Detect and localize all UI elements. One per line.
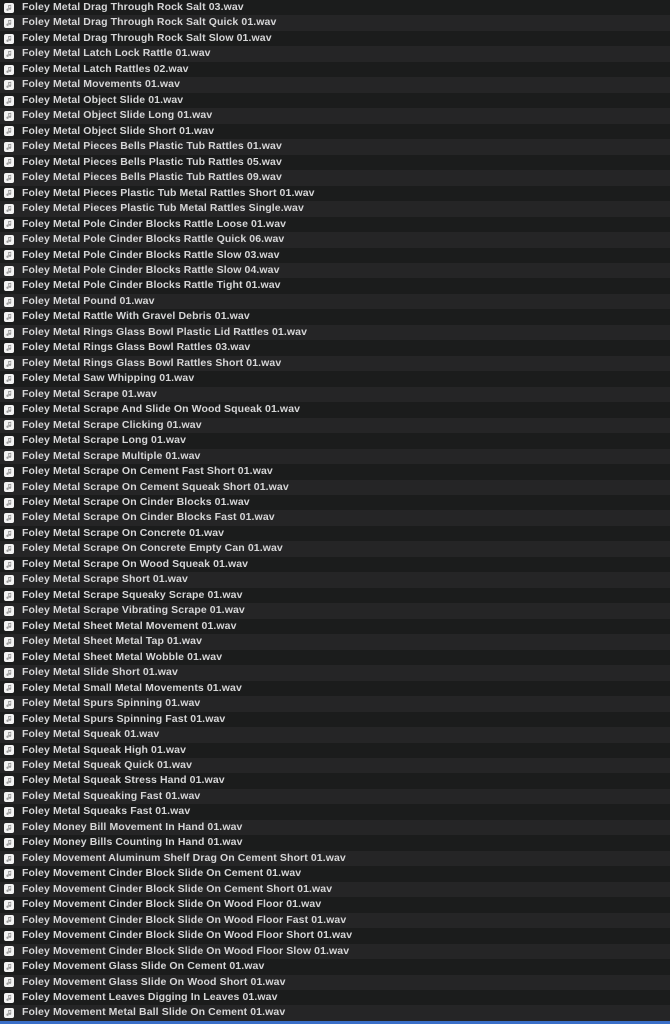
file-row[interactable]: [0, 309, 670, 324]
file-name: Foley Movement Glass Slide On Wood Short 01.wav: [22, 975, 286, 988]
file-name: Foley Metal Sheet Metal Tap 01.wav: [22, 635, 203, 648]
audio-file-icon: [4, 250, 14, 260]
file-row[interactable]: [0, 696, 670, 711]
file-name: Foley Metal Scrape 01.wav: [22, 387, 157, 400]
audio-file-icon: [4, 946, 14, 956]
audio-file-icon: [4, 652, 14, 662]
file-name: Foley Metal Scrape Squeaky Scrape 01.wav: [22, 588, 243, 601]
file-row[interactable]: [0, 603, 670, 618]
file-row[interactable]: [0, 944, 670, 959]
file-name: Foley Movement Cinder Block Slide On Cement 01.wav: [22, 867, 302, 880]
file-name: Foley Metal Scrape On Wood Squeak 01.wav: [22, 557, 249, 570]
audio-file-icon: [4, 668, 14, 678]
file-row[interactable]: [0, 93, 670, 108]
file-name: Foley Metal Spurs Spinning 01.wav: [22, 697, 201, 710]
file-row[interactable]: [0, 155, 670, 170]
file-row[interactable]: [0, 402, 670, 417]
audio-file-icon: [4, 915, 14, 925]
audio-file-icon: [4, 745, 14, 755]
audio-file-icon: [4, 838, 14, 848]
file-name: Foley Metal Pieces Bells Plastic Tub Rattles 01.wav: [22, 140, 282, 153]
audio-file-icon: [4, 343, 14, 353]
file-name: Foley Metal Object Slide Long 01.wav: [22, 109, 213, 122]
file-name: Foley Metal Object Slide 01.wav: [22, 93, 184, 106]
file-name: Foley Metal Scrape On Cinder Blocks Fast 01.wav: [22, 511, 275, 524]
file-name: Foley Movement Cinder Block Slide On Cement Short 01.wav: [22, 882, 333, 895]
file-row[interactable]: [0, 975, 670, 990]
file-row[interactable]: [0, 1005, 670, 1020]
file-row[interactable]: [0, 541, 670, 556]
audio-file-icon: [4, 993, 14, 1003]
audio-file-icon: [4, 498, 14, 508]
audio-file-icon: [4, 761, 14, 771]
file-name: Foley Metal Spurs Spinning Fast 01.wav: [22, 712, 226, 725]
file-row[interactable]: [0, 248, 670, 263]
file-row[interactable]: [0, 959, 670, 974]
file-row[interactable]: [0, 634, 670, 649]
audio-file-icon: [4, 931, 14, 941]
file-row[interactable]: [0, 882, 670, 897]
file-row[interactable]: [0, 62, 670, 77]
audio-file-icon: [4, 776, 14, 786]
audio-file-icon: [4, 714, 14, 724]
audio-file-icon: [4, 389, 14, 399]
audio-file-icon: [4, 962, 14, 972]
audio-file-icon: [4, 219, 14, 229]
file-name: Foley Metal Drag Through Rock Salt 03.wav: [22, 1, 244, 13]
audio-file-icon: [4, 513, 14, 523]
audio-file-icon: [4, 699, 14, 709]
file-name: Foley Metal Pieces Bells Plastic Tub Rattles 09.wav: [22, 171, 282, 184]
file-row[interactable]: [0, 0, 670, 15]
file-name: Foley Metal Pieces Plastic Tub Metal Rattles Short 01.wav: [22, 186, 315, 199]
file-row[interactable]: [0, 835, 670, 850]
audio-file-icon: [4, 49, 14, 59]
audio-file-icon: [4, 730, 14, 740]
audio-file-icon: [4, 297, 14, 307]
file-row[interactable]: [0, 124, 670, 139]
file-row[interactable]: [0, 572, 670, 587]
file-row[interactable]: [0, 449, 670, 464]
file-row[interactable]: [0, 681, 670, 696]
file-name: Foley Movement Cinder Block Slide On Wood Floor 01.wav: [22, 898, 322, 911]
file-row[interactable]: [0, 588, 670, 603]
audio-file-icon: [4, 436, 14, 446]
audio-file-icon: [4, 683, 14, 693]
file-name: Foley Movement Glass Slide On Cement 01.wav: [22, 960, 265, 973]
file-name: Foley Metal Rings Glass Bowl Plastic Lid Rattles 01.wav: [22, 325, 308, 338]
audio-file-icon: [4, 142, 14, 152]
file-name: Foley Metal Squeak High 01.wav: [22, 743, 187, 756]
file-name: Foley Metal Slide Short 01.wav: [22, 666, 178, 679]
file-name: Foley Metal Pound 01.wav: [22, 294, 155, 307]
file-row[interactable]: [0, 727, 670, 742]
file-row[interactable]: [0, 340, 670, 355]
file-name: Foley Metal Pole Cinder Blocks Rattle Slow 03.wav: [22, 248, 280, 261]
file-row[interactable]: [0, 712, 670, 727]
file-row[interactable]: [0, 433, 670, 448]
file-row[interactable]: [0, 510, 670, 525]
file-row[interactable]: [0, 619, 670, 634]
file-name: Foley Metal Squeaking Fast 01.wav: [22, 789, 201, 802]
file-name: Foley Metal Scrape Short 01.wav: [22, 573, 188, 586]
file-row[interactable]: [0, 371, 670, 386]
file-name: Foley Metal Drag Through Rock Salt Quick 01.wav: [22, 16, 277, 29]
audio-file-icon: [4, 621, 14, 631]
file-name: Foley Metal Drag Through Rock Salt Slow 01.wav: [22, 31, 272, 44]
audio-file-icon: [4, 529, 14, 539]
file-row[interactable]: [0, 758, 670, 773]
file-name: Foley Metal Sheet Metal Wobble 01.wav: [22, 650, 223, 663]
audio-file-icon: [4, 823, 14, 833]
audio-file-icon: [4, 1008, 14, 1018]
file-name: Foley Metal Pole Cinder Blocks Rattle Slow 04.wav: [22, 263, 280, 276]
file-name: Foley Metal Scrape On Concrete Empty Can 01.wav: [22, 542, 283, 555]
file-row[interactable]: [0, 170, 670, 185]
audio-file-icon: [4, 977, 14, 987]
file-row[interactable]: [0, 820, 670, 835]
file-row[interactable]: [0, 294, 670, 309]
audio-file-icon: [4, 591, 14, 601]
file-name: Foley Metal Pole Cinder Blocks Rattle Quick 06.wav: [22, 233, 285, 246]
file-name: Foley Metal Movements 01.wav: [22, 78, 181, 91]
file-row[interactable]: [0, 557, 670, 572]
file-row[interactable]: [0, 480, 670, 495]
file-row[interactable]: [0, 913, 670, 928]
file-row[interactable]: [0, 789, 670, 804]
file-row[interactable]: [0, 928, 670, 943]
audio-file-icon: [4, 606, 14, 616]
file-row[interactable]: [0, 387, 670, 402]
audio-file-icon: [4, 575, 14, 585]
file-name: Foley Metal Rings Glass Bowl Rattles Short 01.wav: [22, 356, 282, 369]
file-row[interactable]: [0, 15, 670, 30]
audio-file-icon: [4, 281, 14, 291]
file-row[interactable]: [0, 139, 670, 154]
file-name: Foley Money Bill Movement In Hand 01.wav: [22, 820, 243, 833]
audio-file-icon: [4, 204, 14, 214]
audio-file-icon: [4, 420, 14, 430]
file-name: Foley Metal Small Metal Movements 01.wav: [22, 681, 242, 694]
audio-file-icon: [4, 405, 14, 415]
file-name: Foley Metal Pieces Bells Plastic Tub Rattles 05.wav: [22, 155, 282, 168]
file-row[interactable]: [0, 464, 670, 479]
file-name: Foley Metal Saw Whipping 01.wav: [22, 372, 195, 385]
file-name: Foley Metal Squeak Quick 01.wav: [22, 758, 193, 771]
file-row[interactable]: [0, 186, 670, 201]
file-row[interactable]: [0, 201, 670, 216]
audio-file-icon: [4, 637, 14, 647]
file-name: Foley Movement Cinder Block Slide On Wood Floor Short 01.wav: [22, 929, 353, 942]
file-name: Foley Movement Cinder Block Slide On Wood Floor Fast 01.wav: [22, 913, 347, 926]
file-row[interactable]: [0, 217, 670, 232]
audio-file-icon: [4, 173, 14, 183]
file-row[interactable]: [0, 526, 670, 541]
file-name: Foley Movement Aluminum Shelf Drag On Cement Short 01.wav: [22, 851, 346, 864]
audio-file-icon: [4, 807, 14, 817]
file-name: Foley Movement Cinder Block Slide On Wood Floor Slow 01.wav: [22, 944, 350, 957]
file-name: Foley Metal Scrape Multiple 01.wav: [22, 449, 201, 462]
file-row[interactable]: [0, 804, 670, 819]
file-name: Foley Metal Latch Rattles 02.wav: [22, 62, 189, 75]
file-row[interactable]: [0, 650, 670, 665]
audio-file-icon: [4, 544, 14, 554]
file-row[interactable]: [0, 263, 670, 278]
audio-file-icon: [4, 854, 14, 864]
file-row[interactable]: [0, 356, 670, 371]
file-name: Foley Metal Scrape Clicking 01.wav: [22, 418, 202, 431]
file-row[interactable]: [0, 743, 670, 758]
audio-file-icon: [4, 111, 14, 121]
file-name: Foley Metal Scrape On Cement Squeak Short 01.wav: [22, 480, 289, 493]
audio-file-icon: [4, 188, 14, 198]
file-name: Foley Metal Scrape On Cement Fast Short 01.wav: [22, 465, 273, 478]
file-name: Foley Metal Scrape On Concrete 01.wav: [22, 526, 225, 539]
file-name: Foley Metal Scrape On Cinder Blocks 01.wav: [22, 496, 250, 508]
audio-file-icon: [4, 467, 14, 477]
audio-file-icon: [4, 34, 14, 44]
audio-file-icon: [4, 451, 14, 461]
audio-file-icon: [4, 328, 14, 338]
file-row[interactable]: [0, 232, 670, 247]
file-row[interactable]: [0, 46, 670, 61]
audio-file-icon: [4, 884, 14, 894]
file-name: Foley Metal Pole Cinder Blocks Rattle Loose 01.wav: [22, 217, 287, 230]
file-name: Foley Movement Leaves Digging In Leaves 01.wav: [22, 991, 278, 1003]
file-name: Foley Movement Metal Ball Slide On Cement 01.wav: [22, 1006, 286, 1019]
audio-file-icon: [4, 792, 14, 802]
file-name: Foley Metal Scrape Long 01.wav: [22, 434, 187, 447]
file-name: Foley Metal Sheet Metal Movement 01.wav: [22, 619, 237, 632]
file-row[interactable]: [0, 851, 670, 866]
file-row[interactable]: [0, 495, 670, 510]
audio-file-icon: [4, 235, 14, 245]
audio-file-icon: [4, 3, 14, 13]
file-name: Foley Metal Squeak 01.wav: [22, 728, 160, 741]
audio-file-icon: [4, 312, 14, 322]
audio-file-icon: [4, 126, 14, 136]
audio-file-icon: [4, 560, 14, 570]
audio-file-icon: [4, 900, 14, 910]
file-name: Foley Metal Latch Lock Rattle 01.wav: [22, 47, 211, 60]
file-name: Foley Metal Scrape Vibrating Scrape 01.wav: [22, 604, 245, 617]
file-row[interactable]: [0, 278, 670, 293]
audio-file-icon: [4, 359, 14, 369]
file-name: Foley Money Bills Counting In Hand 01.wav: [22, 836, 243, 849]
file-row[interactable]: [0, 665, 670, 680]
file-row[interactable]: [0, 31, 670, 46]
file-name: Foley Metal Pieces Plastic Tub Metal Rattles Single.wav: [22, 202, 304, 215]
audio-file-icon: [4, 869, 14, 879]
file-name: Foley Metal Squeaks Fast 01.wav: [22, 805, 191, 818]
file-row[interactable]: [0, 108, 670, 123]
file-row[interactable]: [0, 897, 670, 912]
file-row[interactable]: [0, 77, 670, 92]
file-name: Foley Metal Rings Glass Bowl Rattles 03.wav: [22, 341, 251, 354]
audio-file-icon: [4, 96, 14, 106]
file-name: Foley Metal Rattle With Gravel Debris 01.wav: [22, 310, 250, 323]
file-row[interactable]: [0, 418, 670, 433]
file-row[interactable]: [0, 325, 670, 340]
audio-file-icon: [4, 374, 14, 384]
audio-file-icon: [4, 65, 14, 75]
audio-file-icon: [4, 482, 14, 492]
file-row[interactable]: [0, 990, 670, 1005]
audio-file-icon: [4, 266, 14, 276]
file-name: Foley Metal Pole Cinder Blocks Rattle Tight 01.wav: [22, 279, 281, 292]
audio-file-icon: [4, 18, 14, 28]
file-row[interactable]: [0, 866, 670, 881]
audio-file-icon: [4, 157, 14, 167]
file-row[interactable]: [0, 773, 670, 788]
file-name: Foley Metal Object Slide Short 01.wav: [22, 124, 215, 137]
file-name: Foley Metal Scrape And Slide On Wood Squeak 01.wav: [22, 403, 301, 416]
file-name: Foley Metal Squeak Stress Hand 01.wav: [22, 774, 225, 787]
audio-file-icon: [4, 80, 14, 90]
